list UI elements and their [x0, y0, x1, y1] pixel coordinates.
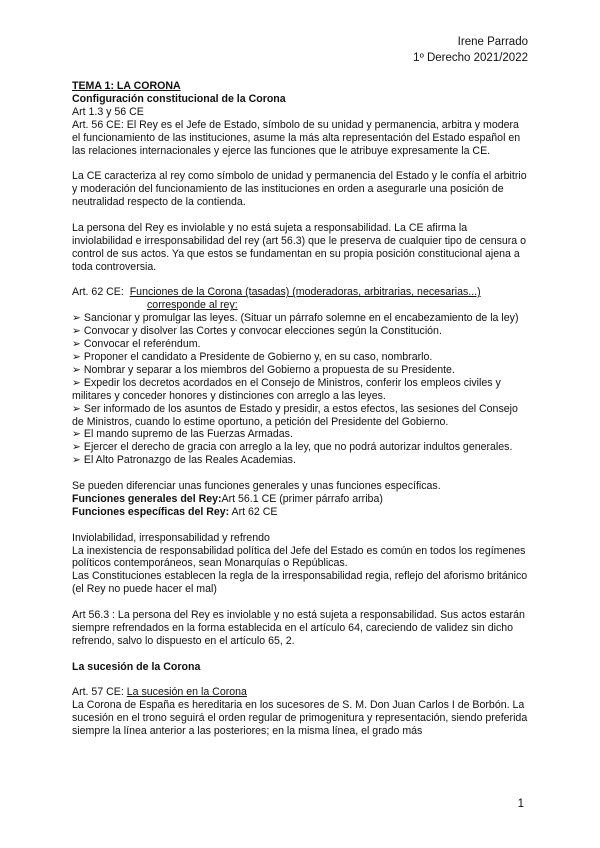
funciones-especificas-text: Art 62 CE — [229, 505, 278, 518]
funciones-especificas — [72, 506, 528, 519]
inviolabilidad-para2: Las Constituciones establecen la regla de la irresponsabilidad regia, reflejo del aforismo británico (el Rey no puede hacer el mal) — [72, 570, 528, 596]
funciones-generales-text: Art 56.1 CE (primer párrafo arriba) — [221, 492, 383, 505]
paragraph-caracteriza: La CE caracteriza al rey como símbolo de unidad y permanencia del Estado y le confía el arbitrio y moderación del funcionamiento de las instituciones en orden a asegurarle una posición de neutralidad respecto de la contienda. — [72, 170, 527, 209]
author-name: Irene Parrado — [457, 36, 528, 48]
art56-paragraph: Art. 56 CE: El Rey es el Jefe de Estado, símbolo de su unidad y permanencia, arbitra y modera el funcionamiento de las instituciones, asume la más alta representación del Estado español en las relaciones internacionales y ejerce las funciones que le atribuye expresamente la CE. — [72, 118, 521, 157]
list-item: ➢ Ejercer el derecho de gracia con arreglo a la ley, que no podrá autorizar indultos generales. — [72, 441, 528, 454]
art62-prefix: Art. 62 CE: — [72, 286, 124, 299]
course-label: 1º Derecho 2021/2022 — [413, 52, 528, 64]
inviolabilidad-heading: Inviolabilidad, irresponsabilidad y refrendo — [72, 531, 270, 544]
list-item: ➢ El mando supremo de las Fuerzas Armadas. — [72, 428, 528, 441]
list-item: ➢ Nombrar y separar a los miembros del Gobierno a propuesta de su Presidente. — [72, 364, 528, 377]
list-item: ➢ Ser informado de los asuntos de Estado y presidir, a estos efectos, las sesiones del Consejo de Ministros, cuando lo estime oportuno, a petición del Presidente del Gobierno. — [72, 403, 528, 429]
document-title: TEMA 1: LA CORONA — [72, 80, 181, 92]
paragraph-inviolable: La persona del Rey es inviolable y no está sujeta a responsabilidad. La CE afirma la inviolabilidad e irresponsabilidad del rey (art 56.3) que le preserva de cualquier tipo de censura o control de sus actos. Ya que estos se fundamentan en su propia posición constitucional ajena a toda controversia. — [72, 221, 527, 273]
list-item: ➢ Convocar el referéndum. — [72, 338, 528, 351]
list-item: ➢ Proponer el candidato a Presidente de Gobierno y, en su caso, nombrarlo. — [72, 351, 528, 364]
art57-title: La sucesión en la Corona — [126, 686, 247, 699]
art563-paragraph: Art 56.3 : La persona del Rey es inviolable y no está sujeta a responsabilidad. Sus actos estarán siempre refrendados en la forma establecida en el artículo 64, careciendo de validez sin dicho refrendo, salvo lo dispuesto en el artículo 65, 2. — [72, 609, 525, 647]
section-heading-sucesion: La sucesión de la Corona — [72, 660, 201, 673]
article-reference: Art 1.3 y 56 CE — [72, 105, 144, 118]
art57-heading — [72, 686, 528, 699]
page-number: 1 — [517, 798, 524, 810]
art62-heading — [72, 286, 528, 299]
inviolabilidad-para1: La inexistencia de responsabilidad política del Jefe del Estado es común en todos los regímenes políticos contemporáneos, sean Monarquías o Repúblicas. — [72, 544, 526, 570]
art62-title: Funciones de la Corona (tasadas) (moderadoras, arbitrarias, necesarias...) — [129, 286, 481, 299]
art57-paragraph: La Corona de España es hereditaria en los sucesores de S. M. Don Juan Carlos I de Borbón. La sucesión en el trono seguirá el orden regular de primogenitura y representación, siendo preferida siempre la línea anterior a las posteriores; en la misma línea, el grado más — [72, 699, 528, 738]
list-item: ➢ El Alto Patronazgo de las Reales Academias. — [72, 454, 528, 467]
art62-title-continuation: corresponde al rey: — [147, 299, 238, 312]
list-item: ➢ Convocar y disolver las Cortes y convocar elecciones según la Constitución. — [72, 325, 528, 338]
art57-prefix: Art. 57 CE: — [72, 686, 124, 699]
funciones-especificas-label: Funciones específicas del Rey: — [72, 505, 230, 518]
art62-function-list — [72, 312, 528, 467]
funciones-generales — [72, 493, 528, 506]
section-heading-configuracion: Configuración constitucional de la Corona — [72, 92, 286, 105]
funciones-intro: Se pueden diferenciar unas funciones generales y unas funciones específicas. — [72, 480, 441, 493]
list-item: ➢ Expedir los decretos acordados en el Consejo de Ministros, conferir los empleos civiles y militares y conceder honores y distinciones con arreglo a las leyes. — [72, 377, 528, 403]
funciones-generales-label: Funciones generales del Rey: — [72, 492, 222, 505]
page-header — [413, 34, 528, 66]
list-item: ➢ Sancionar y promulgar las leyes. (Situar un párrafo solemne en el encabezamiento de la ley) — [72, 312, 528, 325]
document-body — [72, 80, 528, 738]
